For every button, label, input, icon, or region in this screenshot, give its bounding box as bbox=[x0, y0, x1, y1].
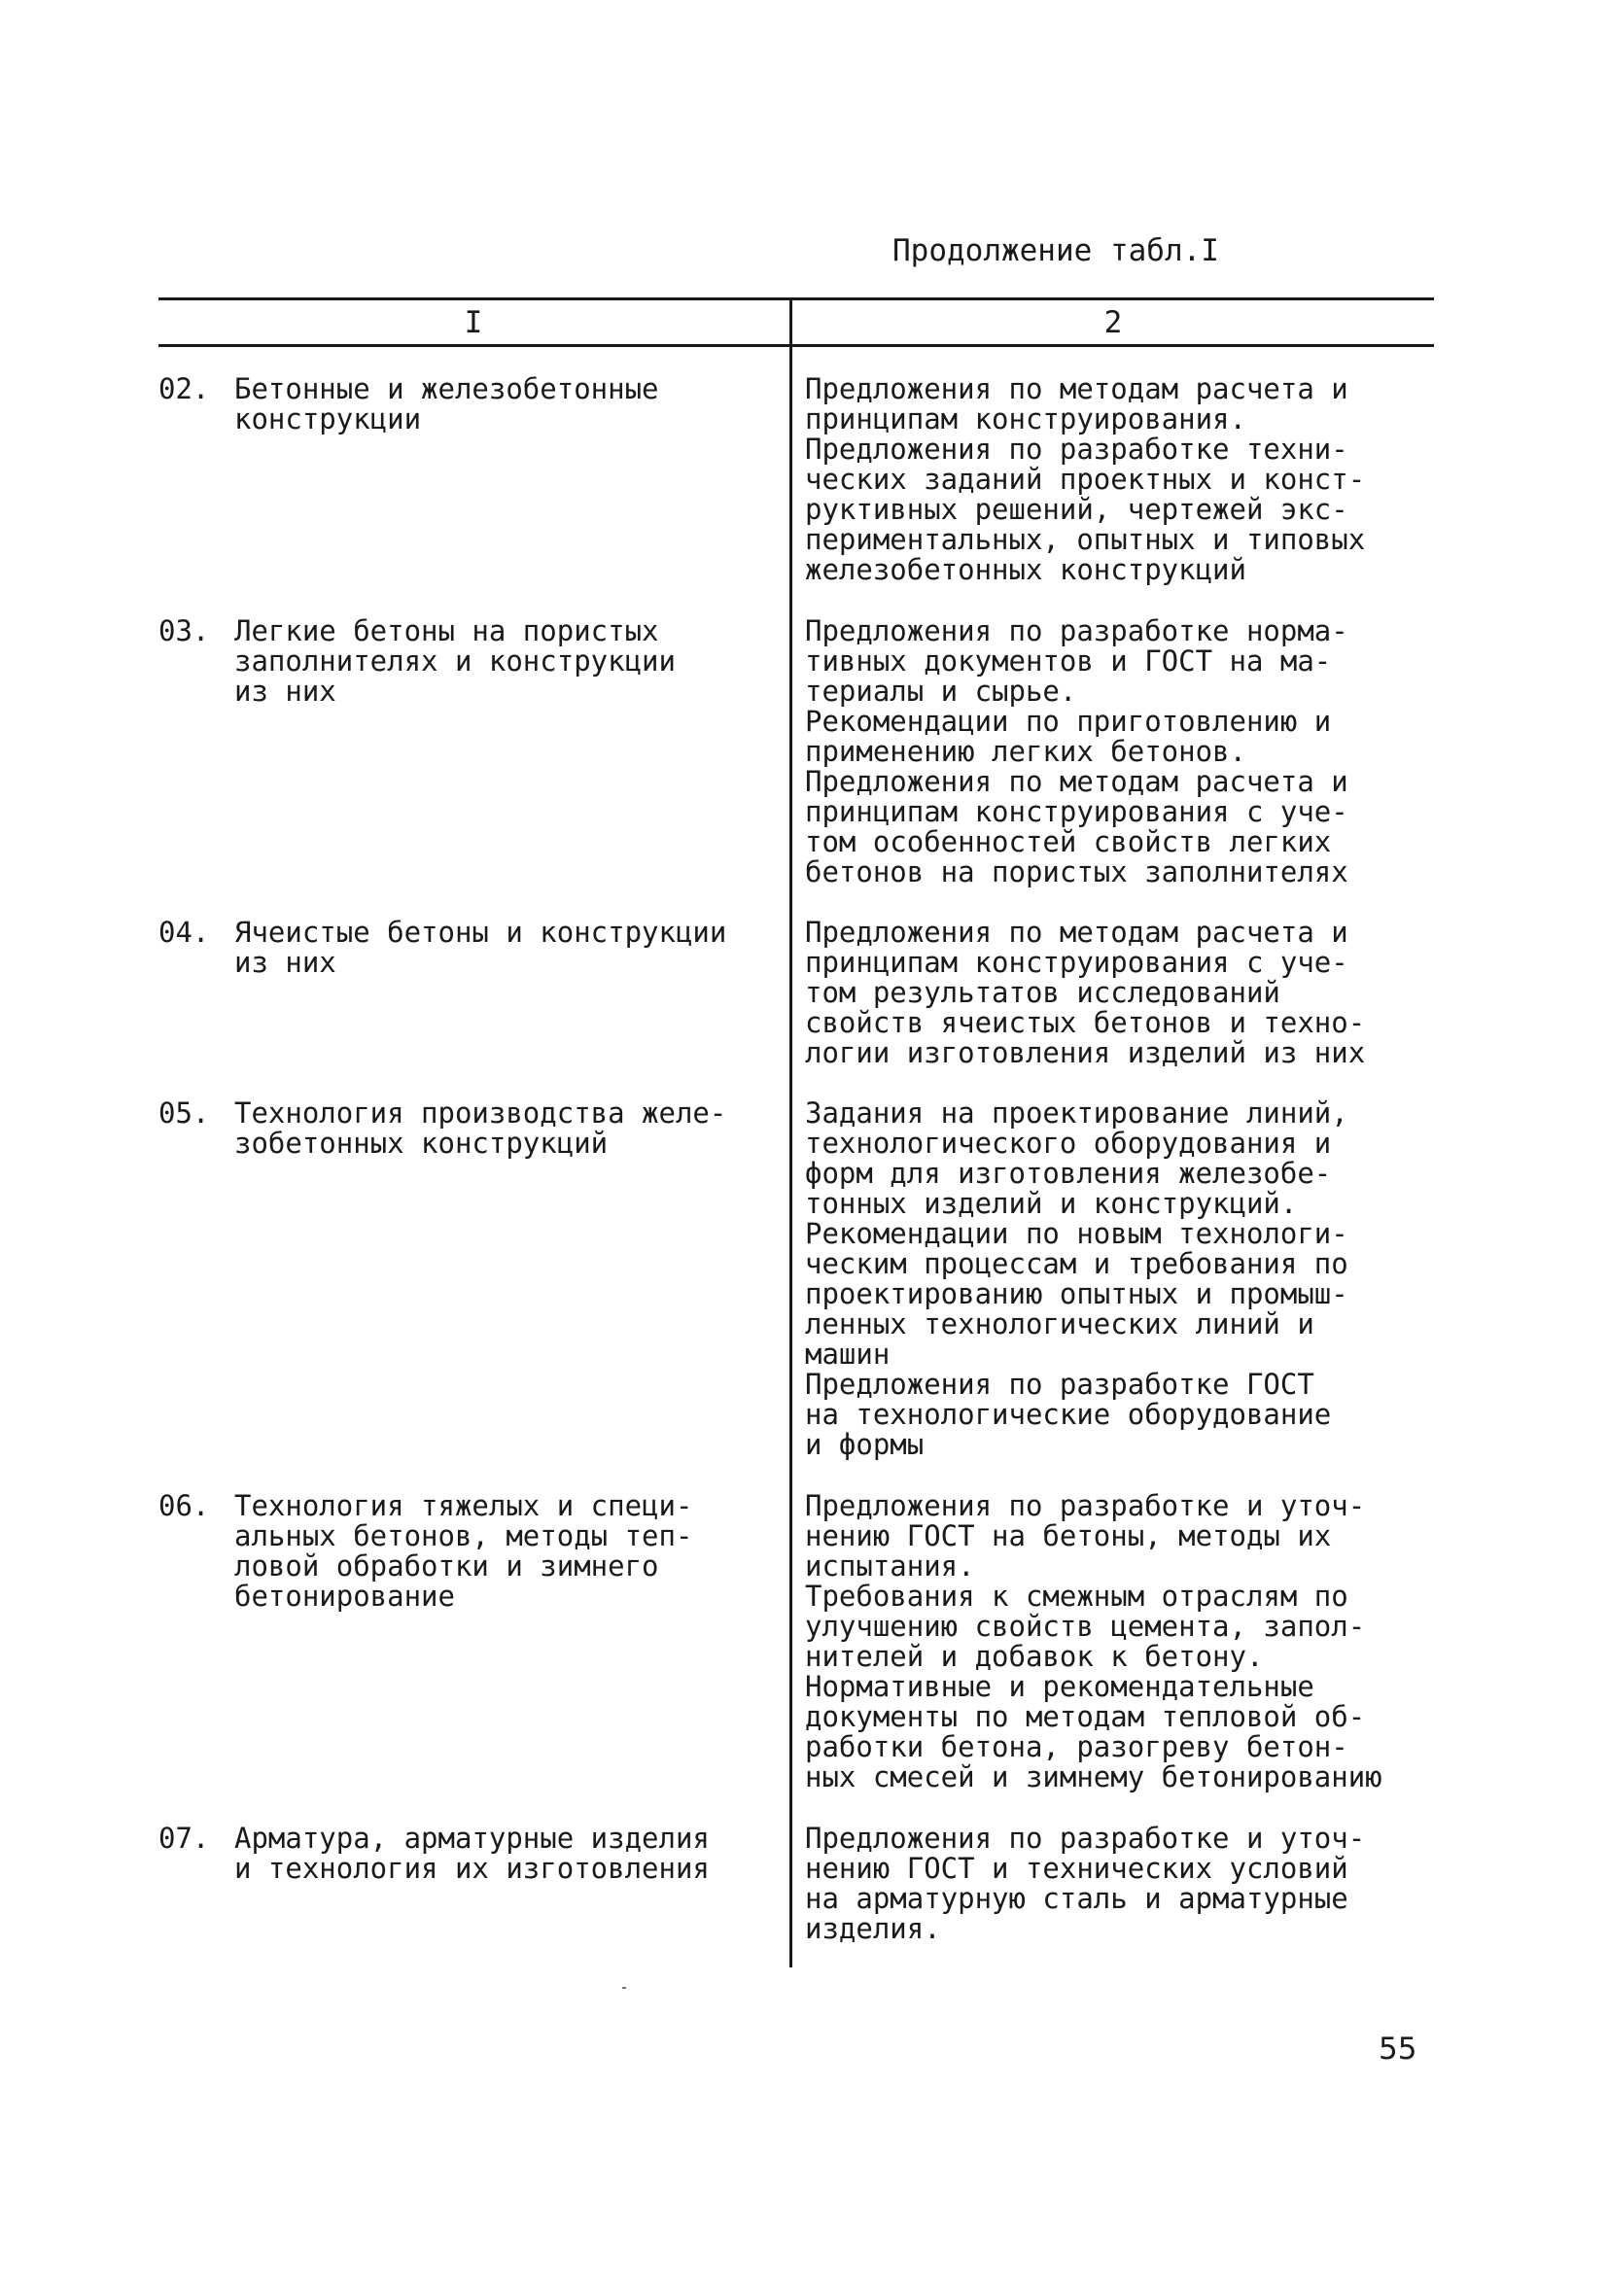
row-title: Технология производства желе- зобетонных конструкций bbox=[234, 1096, 727, 1160]
table-header-rule bbox=[158, 344, 1434, 347]
page-number: 55 bbox=[1379, 2032, 1417, 2067]
row-title: Бетонные и железобетонные конструкции bbox=[234, 372, 659, 435]
row-number: 03. bbox=[158, 614, 210, 647]
column-header-2: 2 bbox=[1103, 305, 1123, 340]
row-number: 06. bbox=[158, 1489, 210, 1522]
row-title: Арматура, арматурные изделия и технология их изготовления bbox=[234, 1822, 710, 1885]
table-row-right: Предложения по методам расчета и принципам конструирования. Предложения по разработке техни- ческих заданий проектных и конст- руктивных решений, чертежей экс- периментальных, опытных и типовых железобетонных конструкций bbox=[805, 372, 1366, 586]
table-row-left bbox=[158, 616, 676, 707]
row-number: 04. bbox=[158, 916, 210, 949]
scan-artifact bbox=[622, 1987, 626, 1989]
row-title: Технология тяжелых и специ- альных бетонов, методы теп- ловой обработки и зимнего бетонирование bbox=[234, 1489, 693, 1613]
row-number: 07. bbox=[158, 1822, 210, 1855]
table-row-right: Предложения по разработке и уточ- нению ГОСТ и технических условий на арматурную сталь и арматурные изделия. bbox=[805, 1822, 1366, 1945]
row-title: Ячеистые бетоны и конструкции из них bbox=[234, 916, 727, 979]
table-row-left bbox=[158, 1491, 692, 1612]
table-row-right: Предложения по методам расчета и принципам конструирования с уче- том результатов исследований свойств ячеистых бетонов и техно- логии изготовления изделий из них bbox=[805, 916, 1366, 1069]
column-header-1: I bbox=[464, 305, 483, 340]
row-title: Легкие бетоны на пористых заполнителях и конструкции из них bbox=[234, 614, 676, 708]
row-number: 05. bbox=[158, 1096, 210, 1130]
table-row-left bbox=[158, 374, 659, 435]
table-caption: Продолжение табл.I bbox=[892, 233, 1219, 268]
table-row-left bbox=[158, 1824, 710, 1884]
table-top-rule bbox=[158, 297, 1434, 300]
table-row-left bbox=[158, 1098, 726, 1159]
table-row-right: Задания на проектирование линий, технологического оборудования и форм для изготовления железобе- тонных изделий и конструкций. Рекомендации по новым технологи- ческим процессам и требования по проектированию опытных и промыш- ленных технологических линий и машин Предложения по разработке ГОСТ на технологические оборудование и формы bbox=[805, 1096, 1348, 1461]
table-row-right: Предложения по разработке норма- тивных документов и ГОСТ на ма- териалы и сырье. Рекомендации по приготовлению и применению легких бетонов. Предложения по методам расчета и принципам конструирования с уче- том особенностей свойств легких бетонов на пористых заполнителях bbox=[805, 614, 1348, 888]
table-row-left bbox=[158, 918, 726, 978]
table-row-right: Предложения по разработке и уточ- нению ГОСТ на бетоны, методы их испытания. Требования к смежным отраслям по улучшению свойств цемента, запол- нителей и добавок к бетону. Нормативные и рекомендательные документы по методам тепловой об- работки бетона, разогреву бетон- ных смесей и зимнему бетонированию bbox=[805, 1489, 1382, 1793]
table-column-divider bbox=[789, 297, 792, 1967]
row-number: 02. bbox=[158, 372, 210, 405]
